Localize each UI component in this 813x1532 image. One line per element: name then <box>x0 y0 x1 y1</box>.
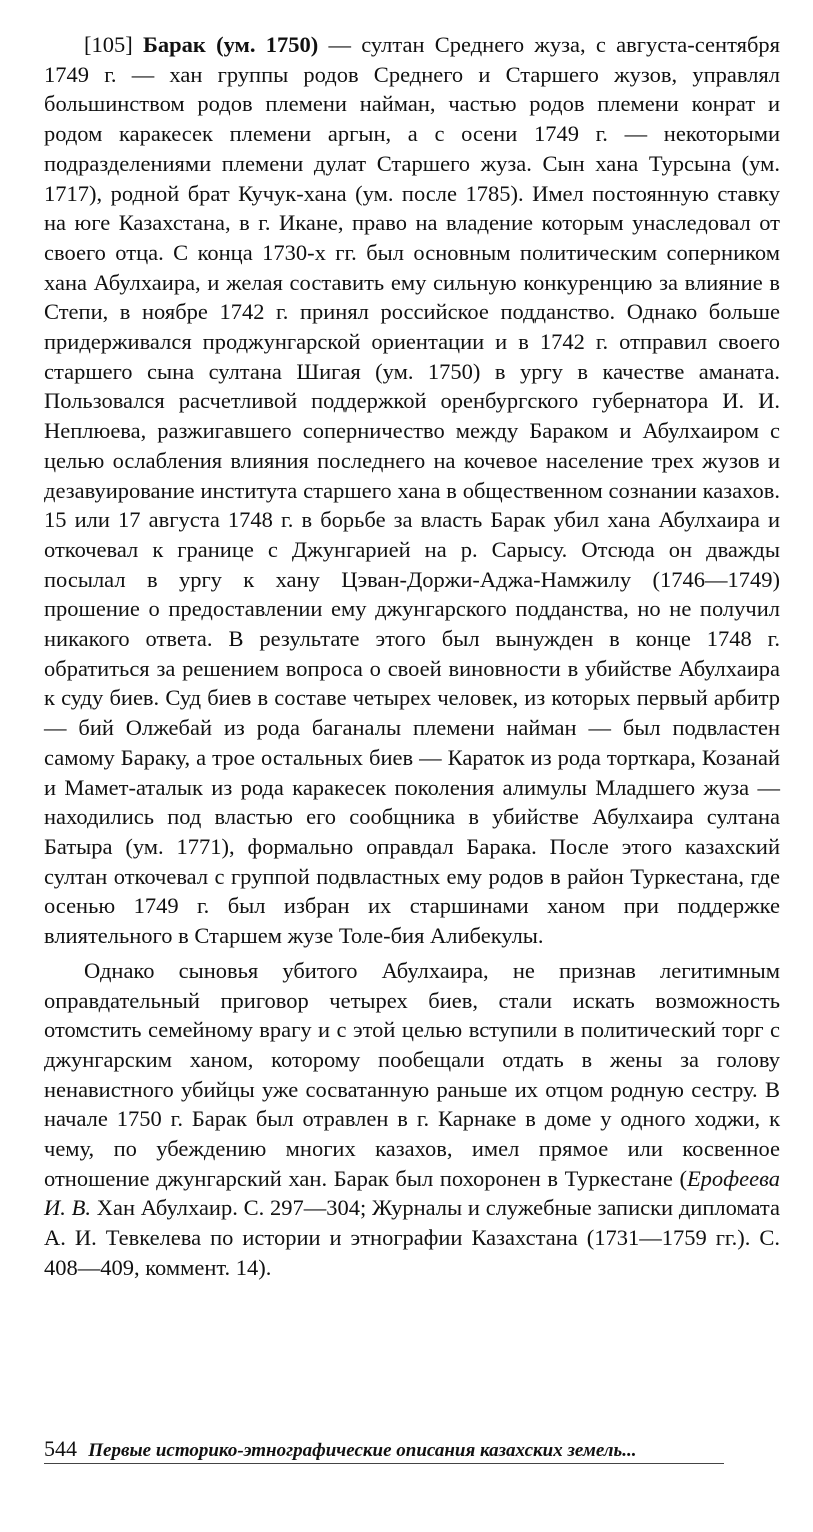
citation-author: Ерофеева И. В. <box>44 1165 780 1221</box>
entry-headword: Барак (ум. 1750) <box>143 32 319 57</box>
running-head: Первые историко-этнографические описания казахских земель... <box>88 1440 637 1461</box>
paragraph-text-b: Хан Абулхаир. С. 297—304; Журналы и служебные записки дипломата А. И. Тевкелева по истории и этнографии Казахстана (1731—1759 гг.). С. 408—409, коммент. 14). <box>44 1195 781 1280</box>
article-paragraph-1 <box>44 30 780 951</box>
article-paragraph-2 <box>44 956 780 1283</box>
footer-rule <box>44 1463 724 1464</box>
entry-text: — султан Среднего жуза, с августа-сентября 1749 г. — хан группы родов Среднего и Старшего жузов, управлял большинством родов племени найман, частью родов племени конрат и родом каракесек племени аргын, а с осени 1749 г. — некоторыми подразделениями племени дулат Старшего жуза. Сын хана Турсына (ум. 1717), родной брат Кучук-хана (ум. после 1785). Имел постоянную ставку на юге Казахстана, в г. Икане, право на владение которым унаследовал от своего отца. С конца 1730-х гг. был основным политическим соперником хана Абулхаира, и желая составить ему сильную конкуренцию за влияние в Степи, в ноябре 1742 г. принял российское подданство. Однако больше придерживался проджунгарской ориентации и в 1742 г. отправил своего старшего сына султана Шигая (ум. 1750) в ургу в качестве аманата. Пользовался расчетливой поддержкой оренбургского губернатора И. И. Неплюева, разжигавшего соперничество между Бараком и Абулхаиром с целью ослабления влияния последнего на кочевое население трех жузов и дезавуирование института старшего хана в общественном сознании казахов. 15 или 17 августа 1748 г. в борьбе за власть Барак убил хана Абулхаира и откочевал к границе с Джунгарией на р. Сарысу. Отсюда он дважды посылал в ургу к хану Цэван-Доржи-Аджа-Намжилу (1746—1749) прошение о предоставлении ему джунгарского подданства, но не получил никакого ответа. В результате этого был вынужден в конце 1748 г. обратиться за решением вопроса о своей виновности в убийстве Абулхаира к суду биев. Суд биев в составе четырех человек, из которых первый арбитр — бий Олжебай из рода баганалы племени найман — был подвластен самому Бараку, а трое остальных биев — Караток из рода торткара, Козанай и Мамет-аталык из рода каракесек поколения алимулы Младшего жуза — находились под властью его сообщника в убийстве Абулхаира султана Батыра (ум. 1771), формально оправдал Барака. После этого казахский султан откочевал с группой подвластных ему родов в район Туркестана, где осенью 1749 г. был избран их старшинами ханом при поддержке влиятельного в Старшем жузе Толе-бия Алибекулы. <box>44 32 781 949</box>
article-body <box>44 30 780 1283</box>
paragraph-text-a: Однако сыновья убитого Абулхаира, не признав легитимным оправдательный приговор четырех биев, стали искать возможность отомстить семейному врагу и с этой целью вступили в политический торг с джунгарским ханом, которому пообещали отдать в жены за голову ненавистного убийцы уже сосватанную раньше их отцом родную сестру. В начале 1750 г. Барак был отравлен в г. Карнаке в доме у одного ходжи, к чему, по убеждению многих казахов, имел прямое или косвенное отношение джунгарский хан. Барак был похоронен в Туркестане ( <box>44 957 780 1191</box>
page-number: 544 <box>44 1436 77 1461</box>
reference-number: [105] <box>84 32 133 57</box>
page-footer <box>44 1436 780 1464</box>
